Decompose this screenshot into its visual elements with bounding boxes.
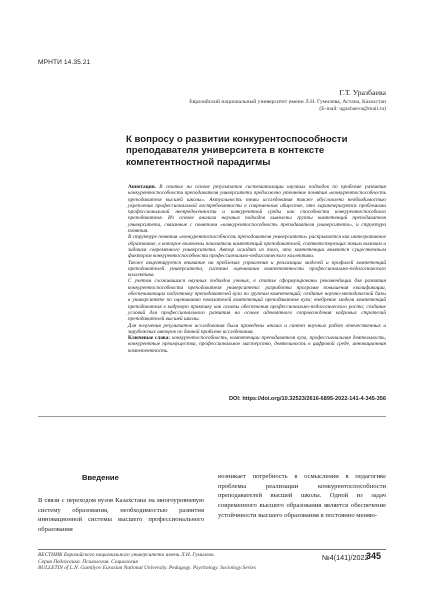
body-column-right: возникает потребность в осмыслении в педагогике проблемы реализации конкурентоспособности преподавателей высшей школы. Одной из задач современного высшего образования является обеспечение устойчивости высшего образования в постоянно меняю- — [218, 473, 386, 519]
footer-line-3: BULLETIN of L.N. Gumilyov Eurasian National University. Pedagogy. Psychology. Sociology Series — [38, 565, 256, 572]
abstract-paragraph-5: Для получения результатов исследования были проведены анализ и синтез научных работ отечественных и зарубежных авторов по данной проблеме исследования. — [128, 322, 386, 335]
intro-heading: Введение — [82, 473, 119, 482]
page-number: 345 — [366, 551, 382, 561]
author-name: Г.Т. Уразбаева — [339, 88, 386, 97]
footer-divider — [38, 549, 386, 550]
abstract-paragraph-3: Также акцентируется внимание на проблемах управления и реализации моделей и профилей компетенций преподавателей университета, система оценивания компетентности профессионально-педагогического коллектива. — [128, 259, 386, 279]
abstract-paragraph-4: С учетом сложившихся научных подходов ученых, в статье сформулированы рекомендации для развития конкурентоспособности преподавателя университета: разработка программ повышения квалификации, обеспечивающих подготовку преподавателей вуза по группам компетенций; создание научно-методической базы в университете по оцениванию показателей компетенций преподавателя вуза; внедрение модели компетенций преподавателя в кадровую практику как основы обеспечения профессионально-педагогического роста; создание условий для профессионального развития на основе адекватного сопровождения кадровых стратегий преподавателей высшей школы. — [128, 278, 386, 323]
affiliation-text: Евразийский национальный университет имени Л.Н. Гумилева, Астана, Казахстан — [189, 99, 386, 105]
section-divider — [38, 416, 386, 417]
abstract-paragraph-1: В статье на основе результатов систематизации научных подходов по проблеме развития конкурентоспособности преподавателя университета предложено уточнение понятия «конкурентоспособность преподавателя высшей школы». Актуальность темы исследования также обусловлена необходимостью укрепления профессиональной востребованности в современном обществе, что характеризуется проблемами профессиональной неопределенности и конкурентной среды как способности конкурентоспособного преподавателя. Из основе анализа научных подходов выявлены группы компетенций преподавателя университета, связанные с понятием «конкурентоспособность преподавателя университета», и структура понятия. — [128, 184, 387, 235]
footer-line-1: ВЕСТНИК Евразийского национального университета имени Л.Н. Гумилева. — [38, 552, 215, 558]
author-affiliation — [116, 99, 386, 113]
abstract-label: Аннотация. — [128, 184, 156, 190]
article-title: К вопросу о развитии конкурентоспособности преподавателя университета в контексте компетентностной парадигмы — [126, 134, 348, 168]
footer-line-2: Серия Педагогика. Психология. Социология — [38, 558, 138, 565]
keywords-label: Ключевые слова: — [128, 335, 171, 342]
udk-code: МРНТИ 14.35.21 — [38, 59, 91, 66]
abstract-block — [128, 184, 386, 354]
doi-link[interactable]: DOI: https://doi.org/10.32523/2616-6895-2022-141-4-345-356 — [228, 396, 386, 402]
keywords-text: конкурентоспособность, компетенции преподавателя вуза, профессиональная деятельность, конкурентные преимущества, профессиональное мастерство, деятельность в цифровой среде, инновационная компетентность. — [128, 335, 386, 354]
footer-journal-info — [38, 552, 338, 572]
author-email: (E-mail: ugazbaeva@mail.ru) — [319, 106, 386, 112]
body-column-left: В связи с переходом вузов Казахстана на многоуровневую систему образования, необходимостью развития инновационной системы высшего профессионального образования — [38, 497, 204, 534]
abstract-paragraph-2: В структуре понятия «конкурентоспособность преподавателя университета» раскрывается как интегративное образование, в которое включены показатели компетенций преподавателей, соответствующих новым вызовам и задачам современного университета. Автор исходит из того, что компетенции являются существенным фактором конкурентоспособности профессионально-педагогического коллектива. — [128, 234, 386, 260]
issue-number: №4(141)/2022 — [322, 553, 369, 562]
